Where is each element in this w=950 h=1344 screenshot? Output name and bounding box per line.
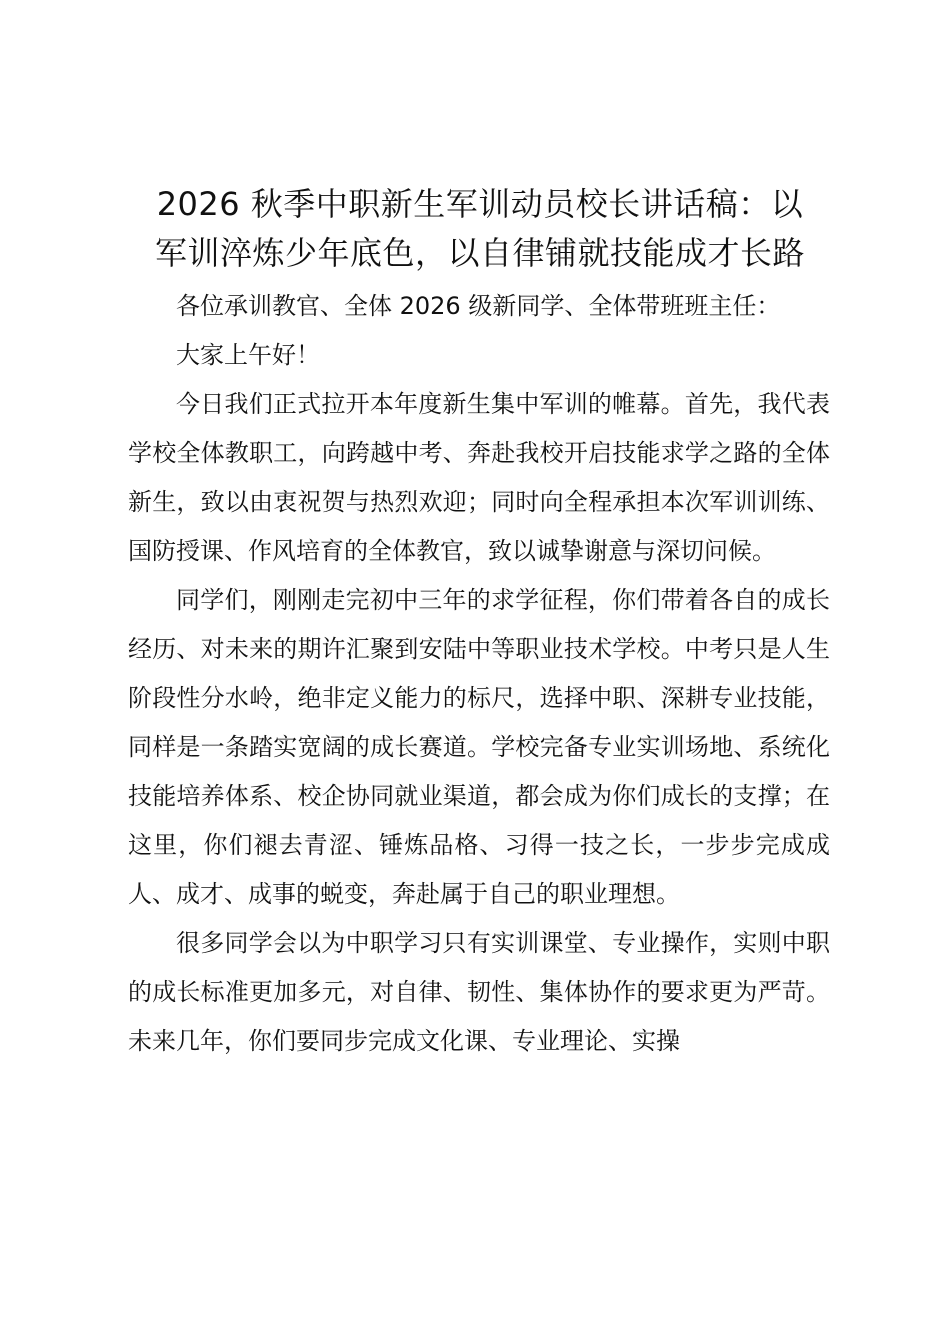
paragraph-standards: 很多同学会以为中职学习只有实训课堂、专业操作，实则中职的成长标准更加多元，对自律、韧性、集体协作的要求更为严苛。未来几年，你们要同步完成文化课、专业理论、实操 [128, 929, 830, 1055]
paragraph-growth: 同学们，刚刚走完初中三年的求学征程，你们带着各自的成长经历、对未来的期许汇聚到安陆中等职业技术学校。中考只是人生阶段性分水岭，绝非定义能力的标尺，选择中职、深耕专业技能，同样是一条踏实宽阔的成长赛道。学校完备专业实训场地、系统化技能培养体系、校企协同就业渠道，都会成为你们成长的支撑；在这里，你们褪去青涩、锤炼品格、习得一技之长，一步步完成成人、成才、成事的蜕变，奔赴属于自己的职业理想。 [128, 586, 830, 908]
paragraph-welcome: 今日我们正式拉开本年度新生集中军训的帷幕。首先，我代表学校全体教职工，向跨越中考、奔赴我校开启技能求学之路的全体新生，致以由衷祝贺与热烈欢迎；同时向全程承担本次军训训练、国防授课、作风培育的全体教官，致以诚挚谢意与深切问候。 [128, 390, 830, 565]
document-body [128, 282, 830, 1066]
title-line-1: 2026 秋季中职新生军训动员校长讲话稿：以 [156, 185, 804, 223]
document-title [110, 180, 850, 278]
greeting: 大家上午好！ [176, 341, 320, 369]
salutation: 各位承训教官、全体 2026 级新同学、全体带班班主任： [176, 292, 781, 320]
title-line-2: 军训淬炼少年底色，以自律铺就技能成才长路 [154, 234, 805, 272]
